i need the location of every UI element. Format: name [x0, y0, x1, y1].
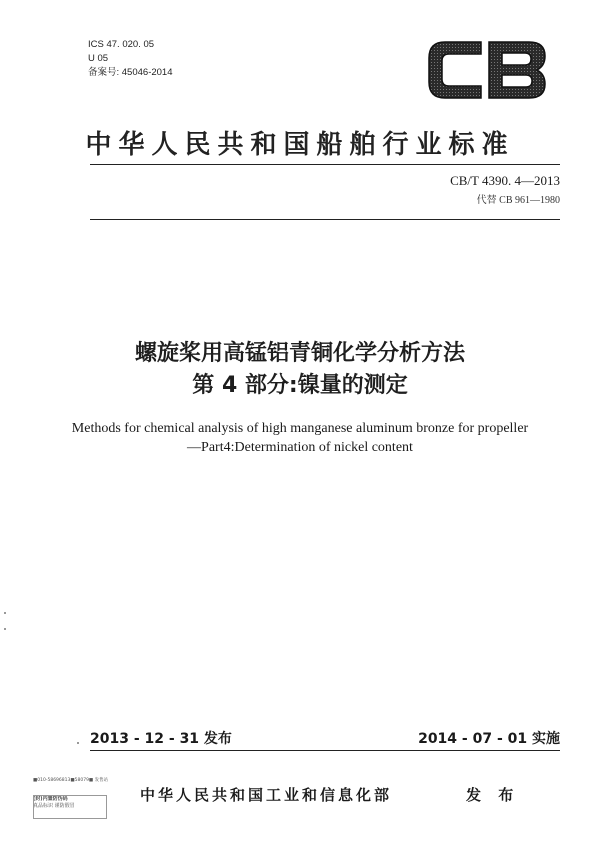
- stamp-box: [33, 795, 107, 819]
- document-metadata: [88, 38, 173, 80]
- scan-speck: [4, 612, 6, 614]
- publisher: 中华人民共和国工业和信息化部: [140, 786, 393, 804]
- title-chinese-line2: 第 4 部分:镍量的测定: [192, 373, 408, 398]
- record-number: 备案号: 45046-2014: [88, 67, 173, 78]
- replaces-standard: 代替 CB 961—1980: [476, 195, 560, 206]
- ics-code: ICS 47. 020. 05: [88, 39, 155, 50]
- scan-speck: [77, 742, 79, 744]
- title-english-line1: Methods for chemical analysis of high manganese aluminum bronze for propeller: [71, 421, 529, 436]
- classification-code: U 05: [88, 53, 109, 64]
- org-title: 中华人民共和国船舶行业标准: [85, 130, 515, 160]
- stamp-line3: 真品标识 谨防假冒: [33, 803, 75, 809]
- title-chinese-line1: 螺旋桨用高锰铝青铜化学分析方法: [134, 341, 465, 366]
- stamp-line1: ■010-58696813■58079■ 发售站: [33, 778, 109, 783]
- issue-date: 2013 - 12 - 31 发布: [90, 731, 232, 747]
- cb-logo: [425, 38, 549, 102]
- title-english-line2: —Part4:Determination of nickel content: [187, 440, 413, 455]
- logo-letter-b: [489, 42, 545, 98]
- header-rule: [90, 164, 560, 165]
- issue-label: 发 布: [466, 786, 520, 804]
- code-rule: [90, 219, 560, 220]
- logo-letter-c: [429, 42, 481, 98]
- anti-counterfeit-stamp: [33, 777, 113, 810]
- stamp-line2: (封)内置防伪码: [33, 796, 68, 802]
- standard-code: CB/T 4390. 4—2013: [450, 173, 560, 188]
- implementation-date: 2014 - 07 - 01 实施: [418, 731, 560, 747]
- footer-rule: [90, 750, 560, 751]
- scan-speck: [4, 628, 6, 630]
